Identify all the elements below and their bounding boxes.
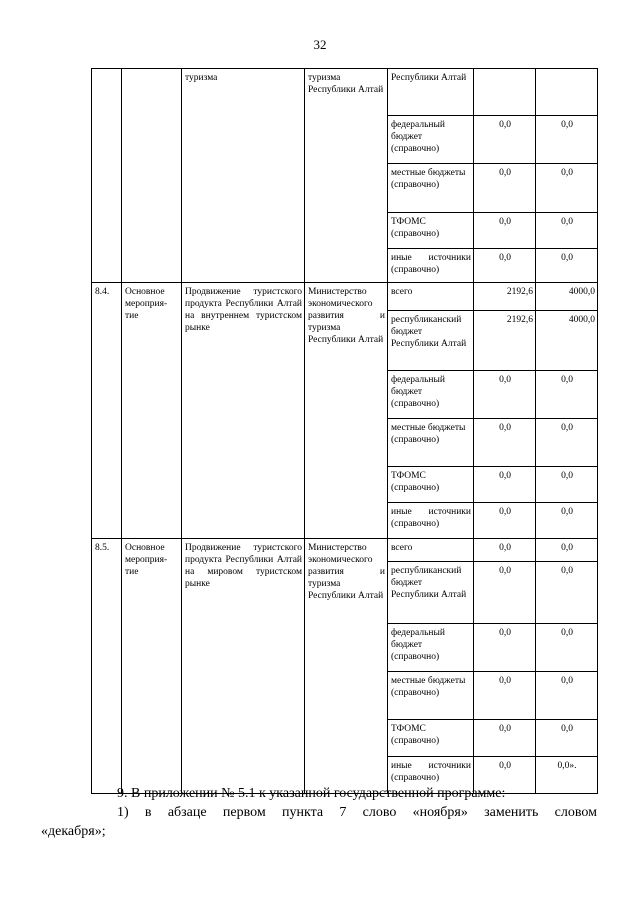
cell-value-1: 0,0 bbox=[474, 371, 536, 419]
table-row bbox=[92, 69, 598, 116]
cell-type bbox=[122, 69, 182, 283]
cell-source: местные бюджеты (справочно) bbox=[388, 419, 474, 467]
cell-source: республиканский бюджет Республики Алтай bbox=[388, 311, 474, 371]
cell-value-1: 0,0 bbox=[474, 419, 536, 467]
cell-value-1: 2192,6 bbox=[474, 283, 536, 311]
table-row bbox=[92, 539, 598, 562]
cell-num bbox=[92, 69, 122, 283]
cell-source: Республики Алтай bbox=[388, 69, 474, 116]
cell-value-2: 0,0 bbox=[536, 624, 598, 672]
cell-value-1: 0,0 bbox=[474, 467, 536, 503]
cell-value-2: 0,0 bbox=[536, 249, 598, 283]
cell-executor: Министерство экономического развития и туризма Республики Алтай bbox=[305, 539, 388, 794]
cell-value-2: 0,0 bbox=[536, 116, 598, 164]
cell-source: иные источники (справочно) bbox=[388, 503, 474, 539]
cell-num: 8.4. bbox=[92, 283, 122, 539]
cell-source: всего bbox=[388, 283, 474, 311]
cell-source: ТФОМС (справочно) bbox=[388, 213, 474, 249]
cell-value-2 bbox=[536, 69, 598, 116]
cell-value-2: 4000,0 bbox=[536, 311, 598, 371]
cell-value-2: 0,0 bbox=[536, 371, 598, 419]
page-number: 32 bbox=[313, 37, 327, 52]
cell-executor: туризма Республики Алтай bbox=[305, 69, 388, 283]
cell-value-2: 0,0 bbox=[536, 213, 598, 249]
cell-value-1: 0,0 bbox=[474, 720, 536, 757]
cell-value-1: 0,0 bbox=[474, 539, 536, 562]
cell-num: 8.5. bbox=[92, 539, 122, 794]
cell-value-2: 4000,0 bbox=[536, 283, 598, 311]
cell-executor: Министерство экономического развития и туризма Республики Алтай bbox=[305, 283, 388, 539]
paragraph-line: «декабря»; bbox=[41, 824, 106, 839]
cell-value-2: 0,0 bbox=[536, 720, 598, 757]
cell-source: федеральный бюджет (справочно) bbox=[388, 371, 474, 419]
paragraph-item-9: 9. В приложении № 5.1 к указанной государственной программе: bbox=[117, 786, 506, 801]
cell-value-2: 0,0 bbox=[536, 562, 598, 624]
cell-source: всего bbox=[388, 539, 474, 562]
paragraph-line: 1) в абзаце первом пункта 7 слово «ноября» заменить словом bbox=[117, 805, 597, 820]
cell-source: иные источники (справочно) bbox=[388, 757, 474, 794]
cell-type: Основное мероприя-тие bbox=[122, 539, 182, 794]
cell-source: федеральный бюджет (справочно) bbox=[388, 116, 474, 164]
cell-value-1: 0,0 bbox=[474, 249, 536, 283]
cell-event-name: Продвижение туристского продукта Республики Алтай на внутреннем туристском рынке bbox=[182, 283, 305, 539]
cell-value-2: 0,0 bbox=[536, 672, 598, 720]
cell-source: ТФОМС (справочно) bbox=[388, 720, 474, 757]
cell-value-1: 2192,6 bbox=[474, 311, 536, 371]
paragraph-subitem-1 bbox=[41, 803, 597, 841]
cell-value-1: 0,0 bbox=[474, 757, 536, 794]
cell-value-1 bbox=[474, 69, 536, 116]
cell-value-1: 0,0 bbox=[474, 164, 536, 213]
cell-value-1: 0,0 bbox=[474, 672, 536, 720]
cell-value-1: 0,0 bbox=[474, 562, 536, 624]
cell-value-2: 0,0 bbox=[536, 164, 598, 213]
cell-source: ТФОМС (справочно) bbox=[388, 467, 474, 503]
cell-source: иные источники (справочно) bbox=[388, 249, 474, 283]
cell-value-2: 0,0». bbox=[536, 757, 598, 794]
cell-type: Основное мероприя-тие bbox=[122, 283, 182, 539]
cell-value-1: 0,0 bbox=[474, 624, 536, 672]
cell-value-2: 0,0 bbox=[536, 467, 598, 503]
budget-table bbox=[91, 68, 598, 794]
cell-value-2: 0,0 bbox=[536, 503, 598, 539]
cell-value-1: 0,0 bbox=[474, 116, 536, 164]
cell-source: местные бюджеты (справочно) bbox=[388, 164, 474, 213]
cell-value-2: 0,0 bbox=[536, 539, 598, 562]
cell-value-1: 0,0 bbox=[474, 213, 536, 249]
cell-event-name: туризма bbox=[182, 69, 305, 283]
cell-value-2: 0,0 bbox=[536, 419, 598, 467]
cell-source: республиканский бюджет Республики Алтай bbox=[388, 562, 474, 624]
table-row bbox=[92, 283, 598, 311]
cell-source: федеральный бюджет (справочно) bbox=[388, 624, 474, 672]
cell-source: местные бюджеты (справочно) bbox=[388, 672, 474, 720]
cell-value-1: 0,0 bbox=[474, 503, 536, 539]
cell-event-name: Продвижение туристского продукта Республики Алтай на мировом туристском рынке bbox=[182, 539, 305, 794]
